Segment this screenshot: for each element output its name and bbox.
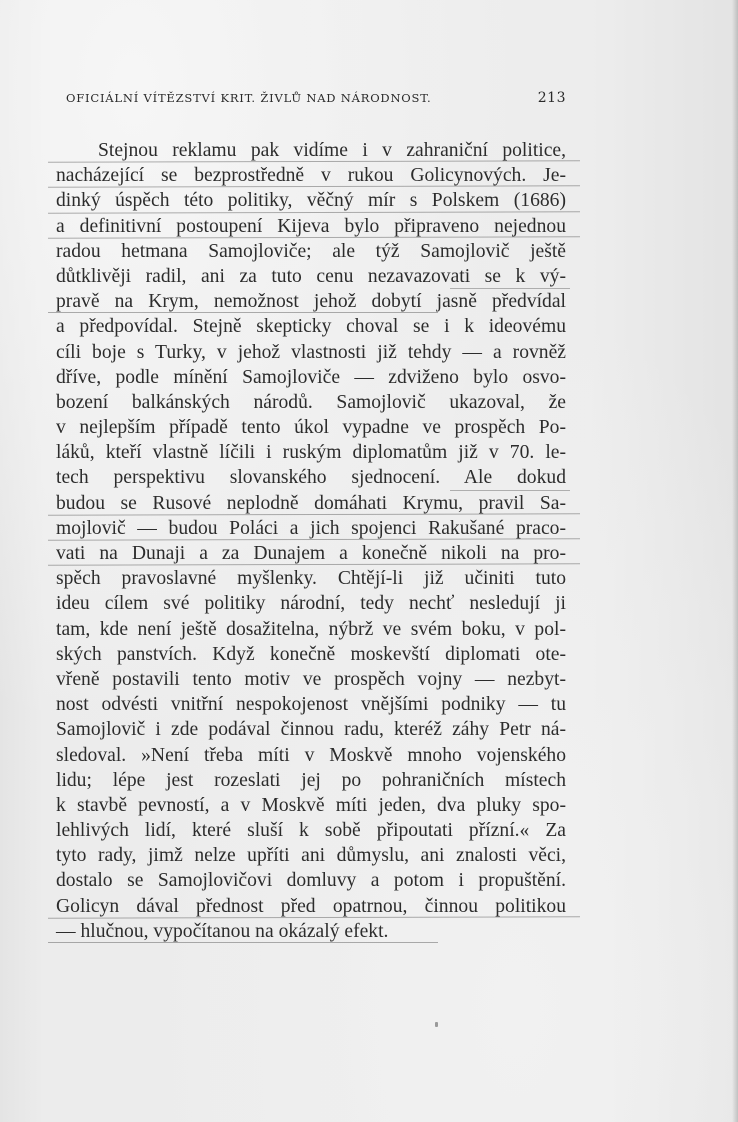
text-line: a definitivní postoupení Kijeva bylo připraveno nejednou [56,214,566,239]
text-line: a předpovídal. Stejně skepticky choval se i k ideovému [56,316,566,338]
text-line: nacházející se bezprostředně v rukou Golicynových. Je- [56,163,566,188]
text-line: bození balkánských národů. Samojlovič ukazoval, že [56,391,566,413]
text-line: lidu; lépe jest rozeslati jej po pohraničních místech [56,769,566,791]
text-line: v nejlepším případě tento úkol vypadne ve prospěch Po- [56,417,566,439]
text-line: mojlovič — budou Poláci a jich spojenci Rakušané praco- [56,516,566,541]
text-line: Stejnou reklamu pak vidíme i v zahraniční politice, [56,138,566,163]
text-line: pravě na Krym, nemožnost jehož dobytí jasně předvídal [56,289,566,314]
text-line: dinký úspěch této politiky, věčný mír s Polskem (1686) [56,188,566,213]
text-line: radou hetmana Samojloviče; ale týž Samojlovič ještě [56,240,566,262]
text-line: dostalo se Samojlovičovi domluvy a potom i propuštění. [56,870,566,892]
running-header-title: OFICIÁLNÍ VÍTĚZSTVÍ KRIT. ŽIVLŮ NAD NÁRODNOST. [66,91,432,105]
text-line: tyto rady, jimž nelze upříti ani důmyslu, ani znalosti věci, [56,845,566,867]
page-edge-shadow [732,0,738,1122]
text-line: spěch pravoslavné myšlenky. Chtějí-li již učiniti tuto [56,568,566,590]
paper-speck [435,1022,438,1027]
text-line: Golicyn dával přednost před opatrnou, činnou politikou [56,894,566,919]
text-line: dříve, podle mínění Samojloviče — zdviženo bylo osvo- [56,366,566,388]
text-line: ideu cílem své politiky národní, tedy nechť nesledují ji [56,593,566,615]
text-line: k stavbě pevností, a v Moskvě míti jeden, dva pluky spo- [56,794,566,816]
text-line: budou se Rusové neplodně domáhati Krymu, pravil Sa- [56,491,566,516]
text-line: nost odvésti vnitřní nespokojenost vnějšími podniky — tu [56,694,566,716]
text-line: ských panstvích. Když konečně moskevští diplomati ote- [56,643,566,665]
text-line: — hlučnou, vypočítanou na okázalý efekt. [56,919,566,944]
body-paragraph [56,138,566,944]
text-line: tech perspektivu slovanského sjednocení. Ale dokud [56,465,566,490]
text-line: důtklivěji radil, ani za tuto cenu nezavazovati se k vý- [56,264,566,289]
text-line: tam, kde není ještě dosažitelna, nýbrž ve svém boku, v pol- [56,618,566,640]
text-line: vřeně postavili tento motiv ve prospěch vojny — nezbyt- [56,668,566,690]
text-line: vati na Dunaji a za Dunajem a konečně nikoli na pro- [56,541,566,566]
page-number: 213 [537,90,566,106]
text-line: cíli boje s Turky, v jehož vlastnosti již tehdy — a rovněž [56,341,566,363]
running-header [66,90,566,106]
text-line: sledoval. »Není třeba míti v Moskvě mnoho vojenského [56,744,566,766]
text-line: Samojlovič i zde podával činnou radu, kteréž záhy Petr ná- [56,719,566,741]
text-line: lehlivých lidí, které sluší k sobě připoutati přízní.« Za [56,820,566,842]
text-line: láků, kteří vlastně líčili i ruským diplomatům již v 70. le- [56,442,566,464]
